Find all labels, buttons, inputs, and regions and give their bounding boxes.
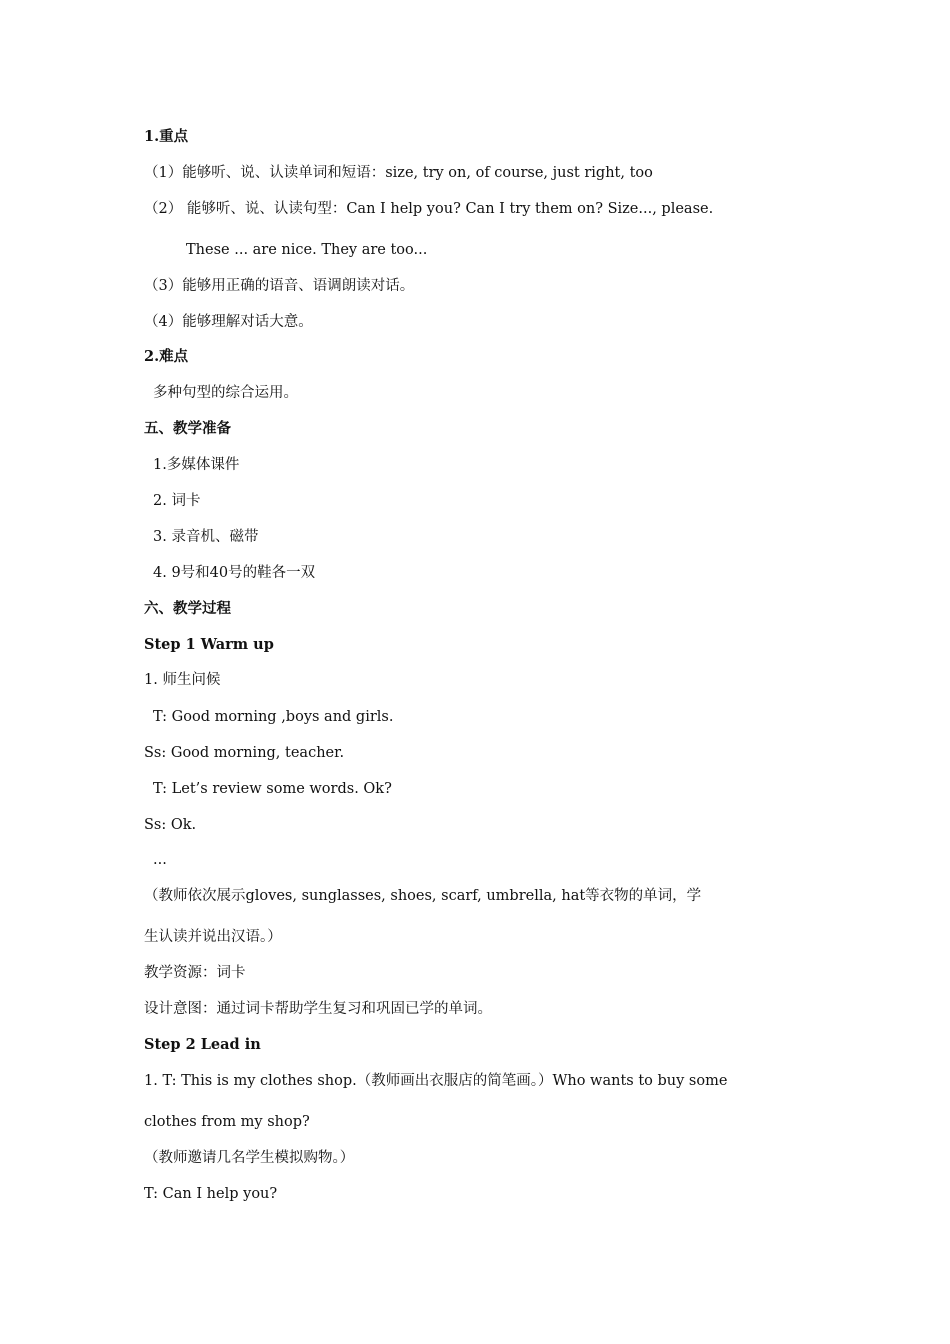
section-title-key-points: 1.重点: [144, 128, 189, 145]
step1-line-10: 设计意图：通过词卡帮助学生复习和巩固已学的单词。: [144, 1001, 492, 1017]
step2-line-1: 1. T: This is my clothes shop.（教师画出衣服店的简笔画。）Who wants to buy some: [144, 1073, 728, 1089]
preparation-item-3: 3. 录音机、磁带: [153, 529, 259, 545]
step2-line-3: （教师邀请几名学生模拟购物。）: [144, 1150, 355, 1166]
key-point-2: （2） 能够听、说、认读句型：Can I help you? Can I try them on? Size..., please.: [144, 201, 714, 217]
step2-line-4: T: Can I help you?: [144, 1186, 278, 1202]
key-point-1: （1）能够听、说、认读单词和短语：size, try on, of course, just right, too: [144, 165, 653, 181]
step1-line-1: 1. 师生问候: [144, 672, 221, 688]
difficulty-text: 多种句型的综合运用。: [153, 385, 298, 401]
preparation-item-1: 1.多媒体课件: [153, 457, 240, 473]
key-point-4: （4）能够理解对话大意。: [144, 314, 313, 330]
section-title-difficulties: 2.难点: [144, 348, 189, 365]
key-point-2-continued: These ... are nice. They are too...: [186, 242, 428, 258]
step1-line-2: T: Good morning ,boys and girls.: [153, 709, 394, 725]
key-point-3: （3）能够用正确的语音、语调朗读对话。: [144, 278, 415, 294]
step1-line-6: ...: [153, 852, 167, 868]
step1-title: Step 1 Warm up: [144, 636, 274, 653]
section-title-preparation: 五、教学准备: [144, 420, 231, 437]
step1-line-4: T: Let’s review some words. Ok?: [153, 781, 392, 797]
step1-line-9: 教学资源：词卡: [144, 965, 246, 981]
step1-line-3: Ss: Good morning, teacher.: [144, 745, 345, 761]
preparation-item-2: 2. 词卡: [153, 493, 201, 509]
step1-line-7: （教师依次展示gloves, sunglasses, shoes, scarf, umbrella, hat等衣物的单词，学: [144, 888, 702, 904]
step1-line-8: 生认读并说出汉语。）: [144, 929, 282, 945]
step2-title: Step 2 Lead in: [144, 1036, 261, 1053]
section-title-process: 六、教学过程: [144, 600, 231, 617]
step2-line-2: clothes from my shop?: [144, 1114, 310, 1130]
step1-line-5: Ss: Ok.: [144, 817, 197, 833]
preparation-item-4: 4. 9号和40号的鞋各一双: [153, 565, 316, 581]
